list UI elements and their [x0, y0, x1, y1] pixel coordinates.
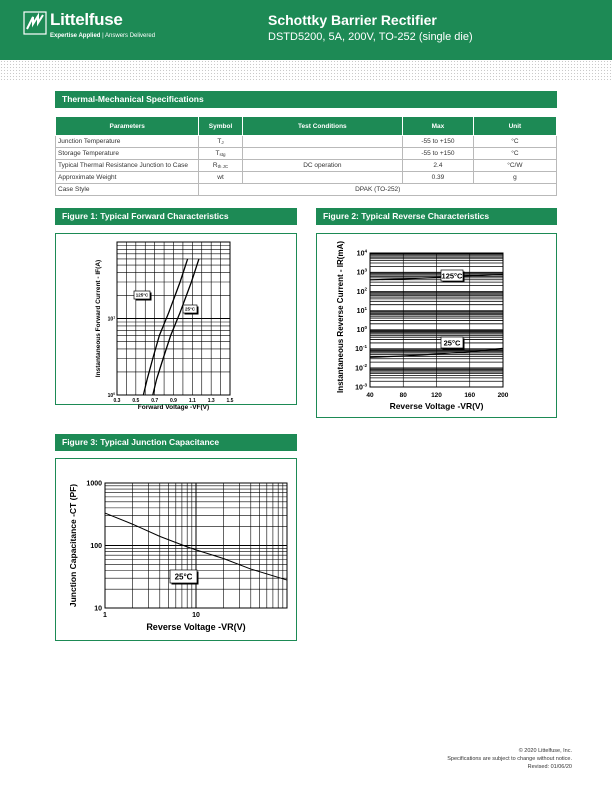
condition-cell [242, 136, 402, 148]
unit-cell: °C [473, 136, 556, 148]
column-header: Symbol [199, 117, 242, 136]
series-label-25c: 25°C [174, 572, 193, 582]
x-tick-label: 1.1 [188, 398, 196, 404]
symbol-cell: $R_{th JC}$ [199, 160, 242, 172]
x-tick-label: 0.9 [170, 398, 177, 404]
table-row [56, 148, 557, 160]
copyright: © 2020 Littelfuse, Inc. [518, 748, 572, 754]
page-subtitle: DSTD5200, 5A, 200V, TO-252 (single die) [268, 31, 473, 43]
y-axis-label: Instantaneous Reverse Current - IR(mA) [336, 240, 345, 394]
fig2-panel [316, 233, 557, 418]
x-tick-label: 1.5 [226, 398, 234, 404]
x-tick-label: 160 [464, 392, 476, 399]
symbol-cell: wt [199, 172, 242, 184]
y-tick-label: $10^{-3}$ [355, 382, 367, 392]
x-tick-label: 120 [431, 392, 442, 399]
fig1-panel [55, 233, 297, 411]
thermal-spec-table [55, 116, 557, 196]
case-style-cell: DPAK (TO-252) [199, 184, 557, 196]
series-label-25c: 25°C [443, 338, 461, 348]
unit-cell: °C [473, 148, 556, 160]
max-cell: 0.39 [403, 172, 474, 184]
y-tick-label: 10 [94, 605, 102, 613]
param-cell: Case Style [56, 184, 199, 196]
symbol-cell: $T_J$ [199, 136, 242, 148]
param-cell: Typical Thermal Resistance Junction to Case [56, 160, 199, 172]
param-cell: Junction Temperature [56, 136, 199, 148]
x-tick-label: 0.3 [113, 398, 121, 404]
param-cell: Approximate Weight [56, 172, 199, 184]
table-row [56, 184, 557, 196]
page-header [0, 0, 612, 60]
brand-tagline: Expertise Applied | Answers Delivered [50, 33, 156, 39]
column-header: Unit [473, 117, 556, 136]
y-tick-label: 1000 [86, 480, 102, 488]
max-cell: -55 to +150 [403, 148, 474, 160]
y-tick-label: $10^0$ [107, 391, 115, 399]
brand-name: Littelfuse [50, 10, 123, 29]
y-tick-label: $10^{-1}$ [355, 344, 367, 354]
littelfuse-logo-icon [24, 12, 46, 34]
param-cell: Storage Temperature [56, 148, 199, 160]
decorative-dot-band [0, 60, 612, 80]
series-label-125c: 125°C [135, 292, 149, 298]
disclaimer: Specifications are subject to change without notice. [447, 756, 572, 762]
series-label-25c: 25°C [184, 306, 196, 312]
reverse-characteristics-chart [317, 234, 556, 417]
unit-cell: °C/W [473, 160, 556, 172]
y-tick-label: $10^2$ [356, 286, 367, 296]
y-tick-label: $10^0$ [356, 324, 367, 335]
y-tick-label: $10^1$ [107, 315, 115, 323]
condition-cell [242, 172, 402, 184]
table-row [56, 172, 557, 184]
x-axis-label: Reverse Voltage -VR(V) [146, 622, 246, 632]
x-tick-label: 1 [103, 612, 107, 619]
x-tick-label: 40 [366, 392, 374, 399]
x-tick-label: 0.7 [151, 398, 159, 404]
fig3-title: Figure 3: Typical Junction Capacitance [55, 434, 297, 451]
y-tick-label: 100 [90, 543, 102, 550]
x-tick-label: 80 [399, 392, 407, 399]
revision-date: Revised: 01/06/20 [527, 764, 572, 770]
max-cell: -55 to +150 [403, 136, 474, 148]
table-header-row [56, 117, 557, 136]
y-tick-label: $10^1$ [356, 305, 367, 315]
y-tick-label: $10^3$ [356, 267, 367, 277]
x-axis-label: Reverse Voltage -VR(V) [389, 401, 484, 411]
y-axis-label: Instantaneous Forward Current - IF(A) [95, 259, 102, 378]
column-header: Max [403, 117, 474, 136]
condition-cell: DC operation [242, 160, 402, 172]
column-header: Test Conditions [242, 117, 402, 136]
x-tick-label: 0.5 [132, 398, 140, 404]
table-row [56, 136, 557, 148]
forward-characteristics-chart [56, 234, 296, 411]
condition-cell [242, 148, 402, 160]
y-axis-label: Junction Capacitance -CT (PF) [68, 483, 78, 608]
fig2-title: Figure 2: Typical Reverse Characteristics [316, 208, 557, 225]
fig3-panel [55, 458, 297, 641]
page-title: Schottky Barrier Rectifier [268, 12, 437, 28]
x-tick-label: 10 [192, 612, 200, 619]
x-tick-label: 1.3 [207, 398, 215, 404]
table-row [56, 160, 557, 172]
y-tick-label: $10^4$ [356, 248, 367, 258]
thermal-section-title: Thermal-Mechanical Specifications [55, 91, 557, 108]
page-footer [447, 747, 572, 771]
symbol-cell: $T_{stg}$ [199, 148, 242, 160]
series-label-125c: 125°C [441, 271, 463, 281]
y-tick-label: $10^{-2}$ [355, 363, 367, 373]
column-header: Parameters [56, 117, 199, 136]
x-axis-label: Forward Voltage -VF(V) [137, 404, 210, 411]
fig1-title: Figure 1: Typical Forward Characteristics [55, 208, 297, 225]
junction-capacitance-chart [56, 459, 296, 640]
unit-cell: g [473, 172, 556, 184]
max-cell: 2.4 [403, 160, 474, 172]
x-tick-label: 200 [497, 392, 509, 399]
